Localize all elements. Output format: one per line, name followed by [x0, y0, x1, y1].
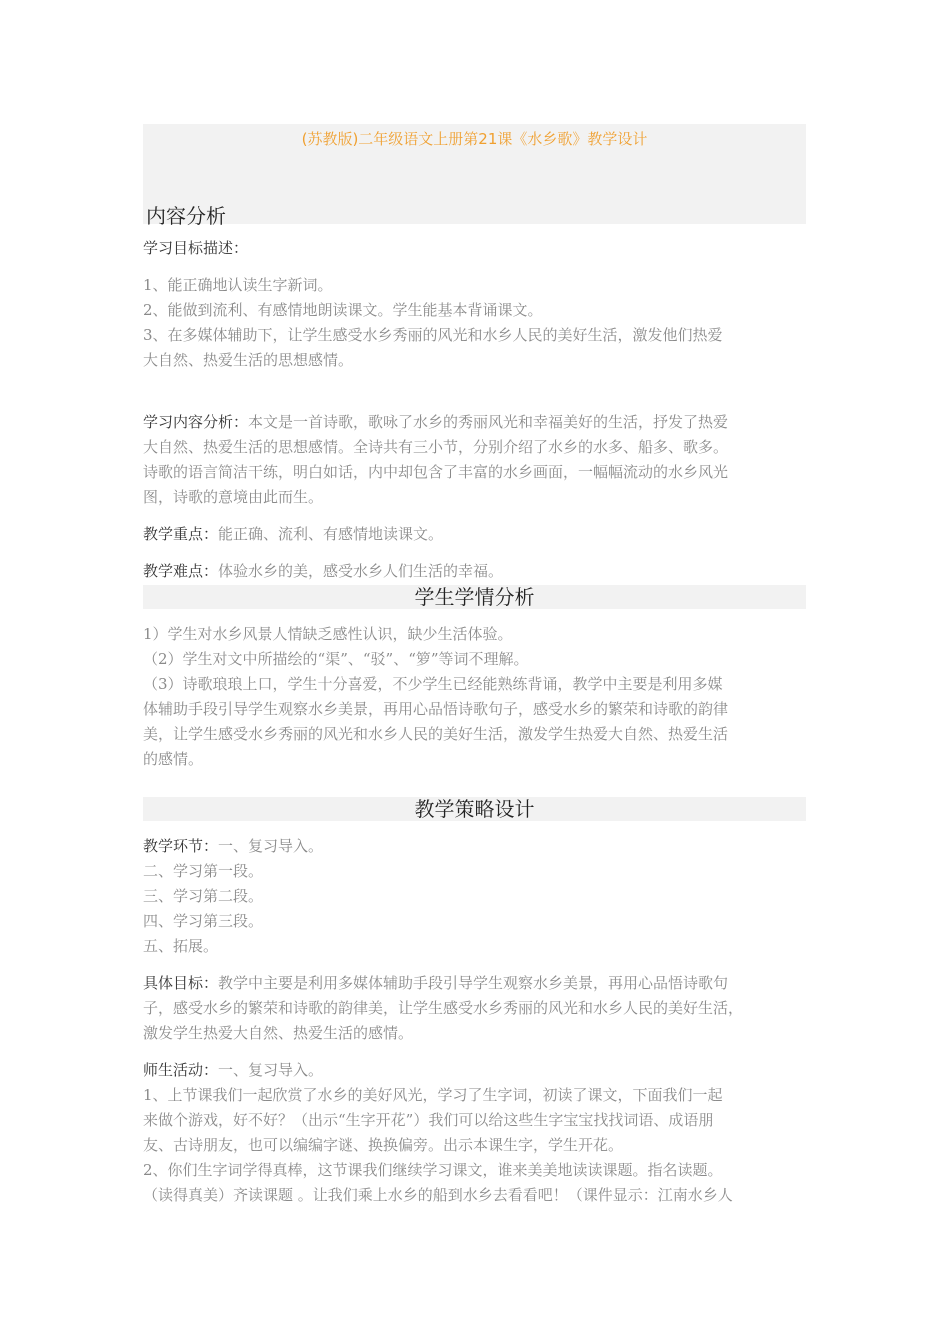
difficulty: [143, 559, 806, 584]
student-line: （2）学生对文中所描绘的“渠”、“驳”、“箩”等词不理解。: [143, 650, 529, 668]
activity-line: 友、古诗朋友，也可以编编字谜、换换偏旁。出示本课生字，学生开花。: [143, 1136, 624, 1154]
student-line: 1）学生对水乡风景人情缺乏感性认识，缺少生活体验。: [143, 625, 513, 643]
goal-item: 大自然、热爱生活的思想感情。: [143, 351, 354, 369]
section-heading-content-analysis: 内容分析: [146, 204, 226, 228]
steps-label: 教学环节：: [143, 837, 219, 855]
teaching-steps: [143, 834, 806, 959]
objective-paragraph: [143, 971, 806, 1046]
document-page: [143, 124, 806, 1208]
student-line: 美，让学生感受水乡秀丽的风光和水乡人民的美好生活，激发学生热爱大自然、热爱生活: [143, 725, 729, 743]
title-block: [143, 124, 806, 228]
step-item: 一、复习导入。: [218, 837, 324, 855]
activity-label: 师生活动：: [143, 1061, 219, 1079]
section-heading-student-analysis: 学生学情分析: [143, 585, 806, 609]
student-line: （3）诗歌琅琅上口，学生十分喜爱，不少学生已经能熟练背诵，教学中主要是利用多媒: [143, 675, 723, 693]
activity-line: 1、上节课我们一起欣赏了水乡的美好风光，学习了生字词，初读了课文，下面我们一起: [143, 1086, 723, 1104]
objective-line: 子，感受水乡的繁荣和诗歌的韵律美，让学生感受水乡秀丽的风光和水乡人民的美好生活，: [143, 999, 744, 1017]
difficulty-label: 教学难点：: [143, 562, 219, 580]
content-line: 大自然、热爱生活的思想感情。全诗共有三小节，分别介绍了水乡的水多、船多、歌多。: [143, 438, 729, 456]
key-point-label: 教学重点：: [143, 525, 219, 543]
goal-item: 1、能正确地认读生字新词。: [143, 276, 333, 294]
step-item: 四、学习第三段。: [143, 912, 264, 930]
activity-line: 来做个游戏，好不好？（出示“生字开花”）我们可以给这些生字宝宝找找词语、成语朋: [143, 1111, 714, 1129]
key-point: [143, 522, 806, 547]
activity-line: 2、你们生字词学得真棒，这节课我们继续学习课文，谁来美美地读读课题。指名读题。: [143, 1161, 723, 1179]
activity-first: 一、复习导入。: [218, 1061, 324, 1079]
activity-line: （读得真美）齐读课题 。让我们乘上水乡的船到水乡去看看吧！（课件显示：江南水乡人: [143, 1186, 733, 1204]
content-line: 诗歌的语言简洁干练，明白如话，内中却包含了丰富的水乡画面，一幅幅流动的水乡风光: [143, 463, 729, 481]
activity-paragraph: [143, 1058, 806, 1208]
goal-item: 3、在多媒体辅助下，让学生感受水乡秀丽的风光和水乡人民的美好生活，激发他们热爱: [143, 326, 723, 344]
section-heading-strategy: 教学策略设计: [143, 797, 806, 821]
student-analysis-list: [143, 622, 806, 772]
objective-label: 具体目标：: [143, 974, 219, 992]
goals-list: [143, 273, 806, 373]
goal-item: 2、能做到流利、有感情地朗读课文。学生能基本背诵课文。: [143, 301, 543, 319]
step-item: 二、学习第一段。: [143, 862, 264, 880]
content-label: 学习内容分析：: [143, 413, 249, 431]
objective-line: 教学中主要是利用多媒体辅助手段引导学生观察水乡美景，再用心品悟诗歌句: [218, 974, 729, 992]
step-item: 三、学习第二段。: [143, 887, 264, 905]
objective-line: 激发学生热爱大自然、热爱生活的感情。: [143, 1024, 414, 1042]
content-line: 本文是一首诗歌，歌咏了水乡的秀丽风光和幸福美好的生活，抒发了热爱: [248, 413, 729, 431]
student-line: 体辅助手段引导学生观察水乡美景，再用心品悟诗歌句子，感受水乡的繁荣和诗歌的韵律: [143, 700, 729, 718]
key-point-text: 能正确、流利、有感情地读课文。: [218, 525, 444, 543]
content-line: 图，诗歌的意境由此而生。: [143, 488, 324, 506]
content-analysis-paragraph: [143, 410, 806, 510]
document-title: (苏教版)二年级语文上册第21课《水乡歌》教学设计: [301, 130, 648, 148]
goals-label: 学习目标描述：: [143, 239, 249, 257]
student-line: 的感情。: [143, 750, 204, 768]
step-item: 五、拓展。: [143, 937, 219, 955]
difficulty-text: 体验水乡的美，感受水乡人们生活的幸福。: [218, 562, 504, 580]
